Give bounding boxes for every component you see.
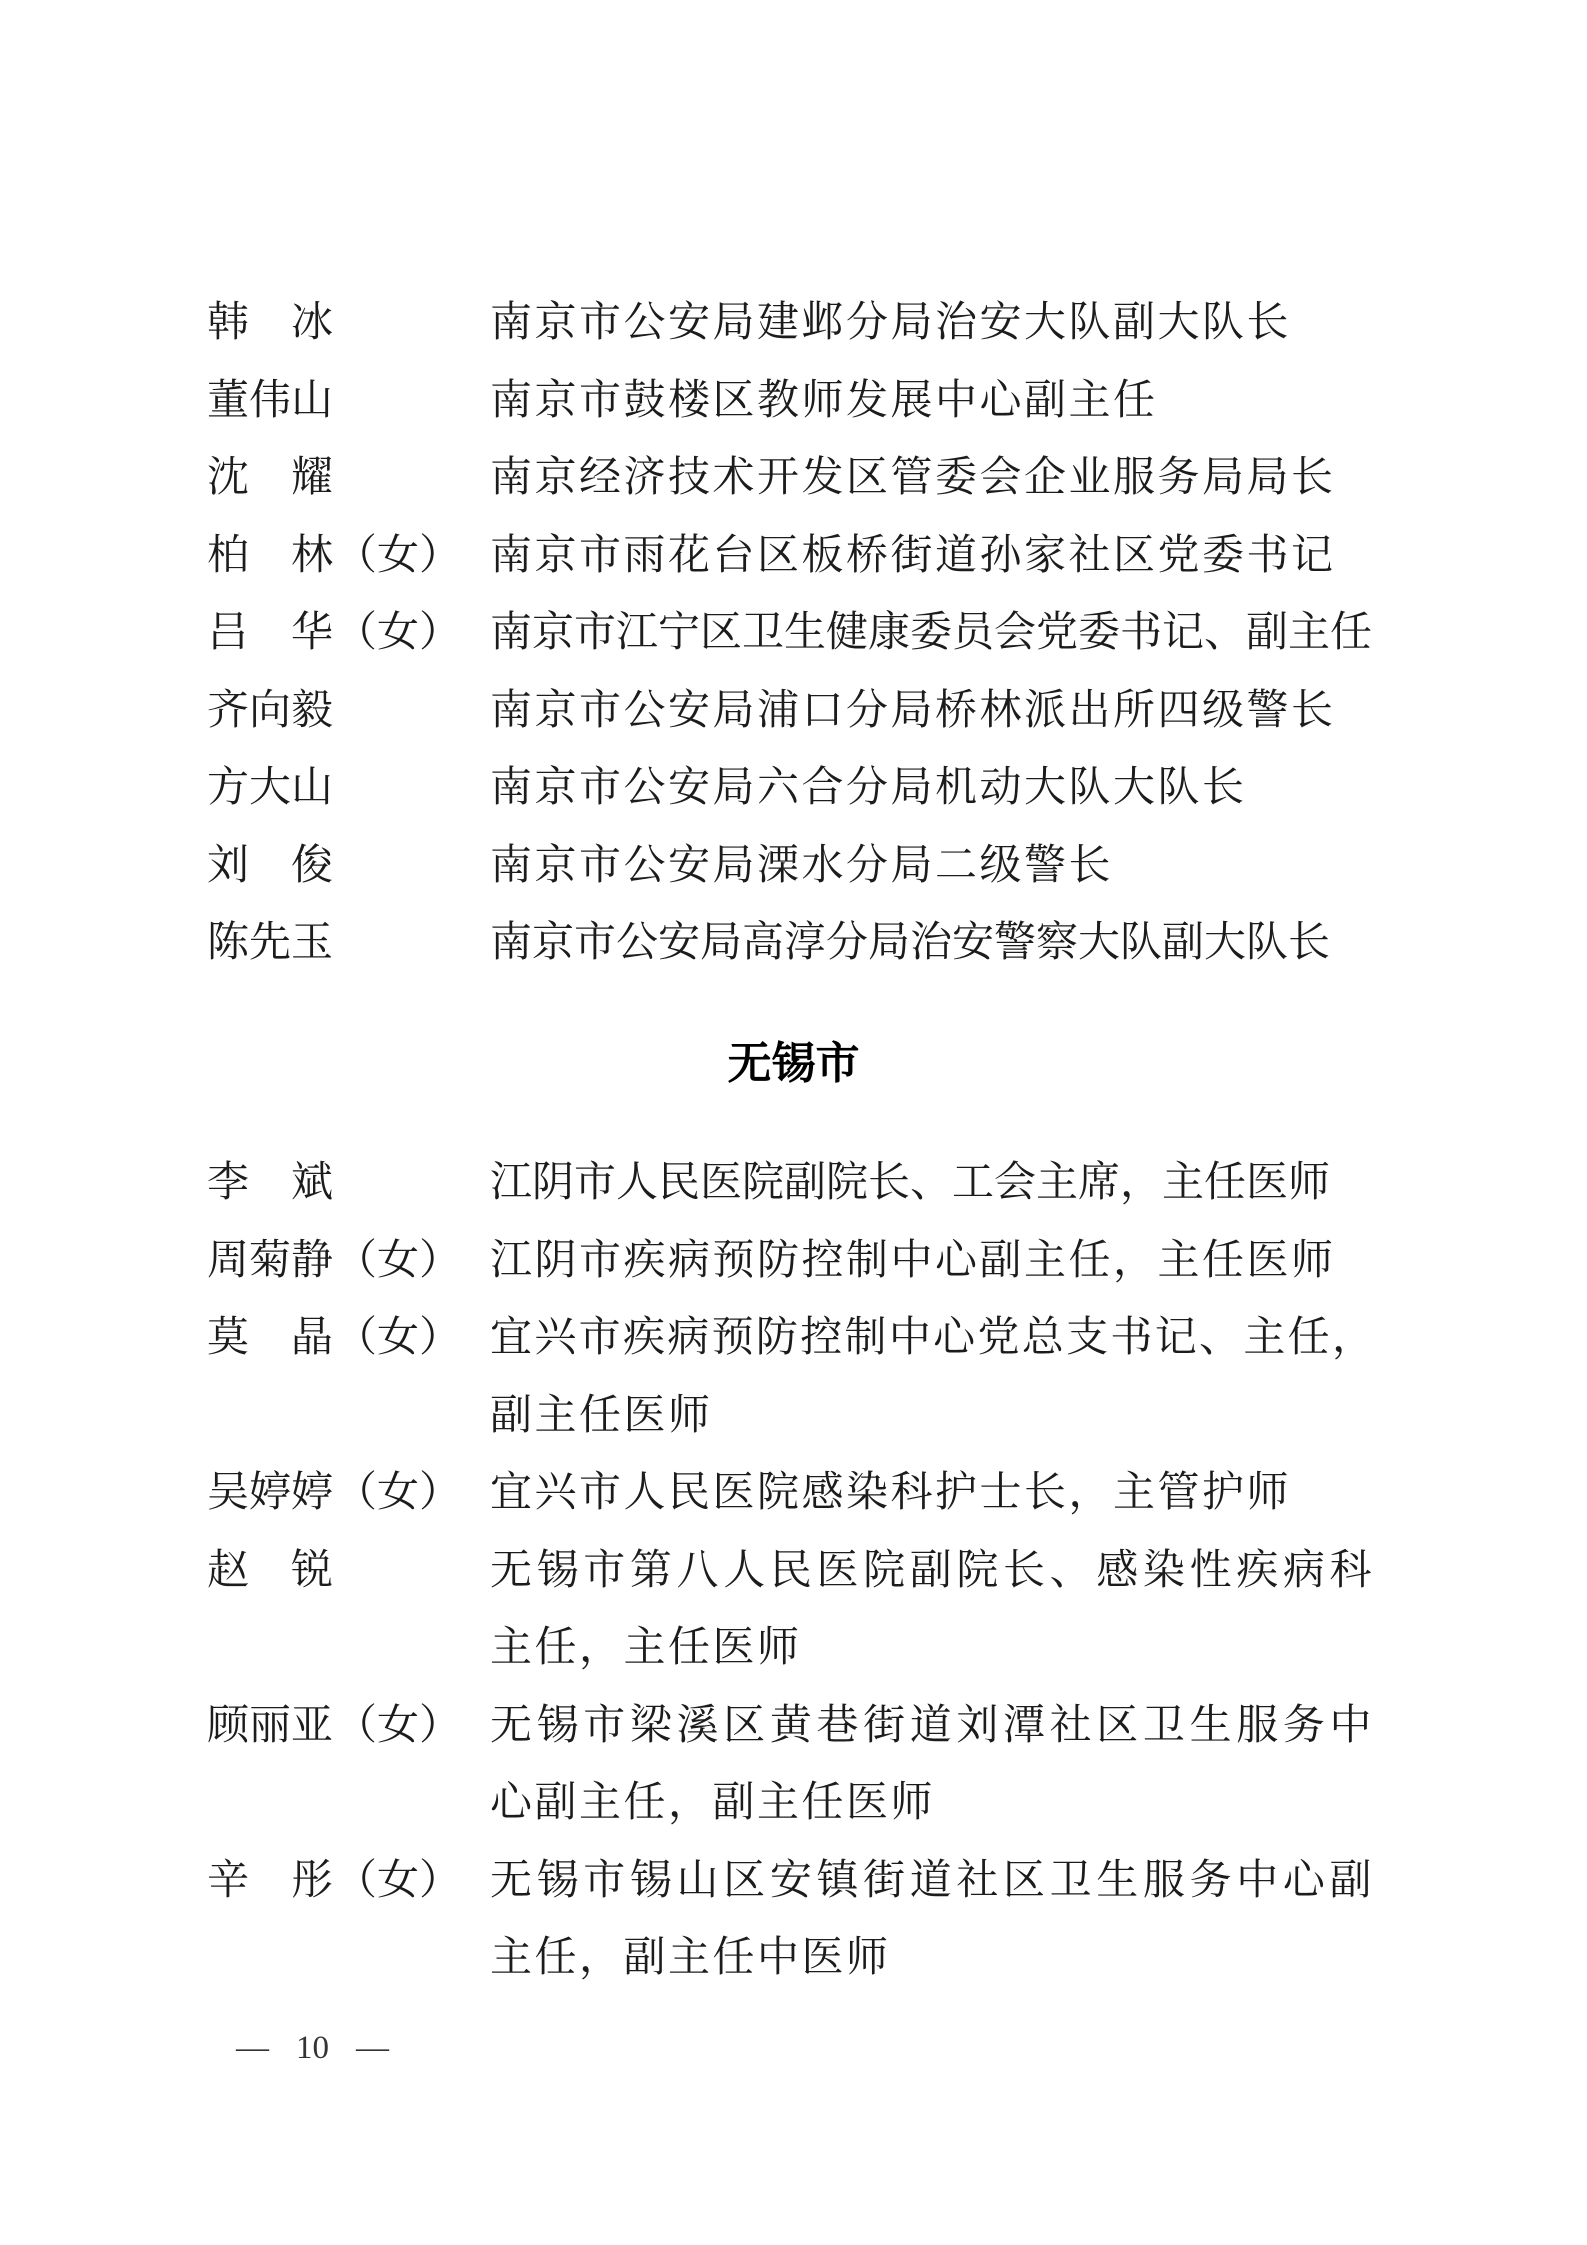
person-name-cell [207, 828, 490, 906]
person-row [207, 1455, 1587, 1533]
person-name-cell [207, 1300, 490, 1378]
person-title [490, 1145, 1374, 1223]
person-row [207, 750, 1587, 828]
page-footer [236, 2026, 389, 2070]
gender-marker: （女） [335, 1470, 462, 1516]
person-title [490, 1300, 1374, 1455]
person-name-cell [207, 363, 490, 441]
person-name: 董伟山 [207, 377, 334, 424]
person-title [490, 1843, 1374, 1998]
section-heading: 无锡市 [727, 1038, 860, 1088]
person-row [207, 828, 1587, 906]
page-number: 10 [296, 2030, 329, 2066]
person-title [490, 595, 1374, 673]
person-name: 吴婷婷 [207, 1470, 334, 1516]
person-title [490, 363, 1374, 441]
person-title [490, 828, 1374, 906]
gender-marker: （女） [335, 1857, 462, 1904]
person-name: 顾丽亚 [207, 1702, 334, 1749]
person-name-cell [207, 1688, 490, 1766]
person-name: 刘 俊 [207, 842, 334, 889]
title-line: 南京市鼓楼区教师发展中心副主任 [490, 377, 1158, 424]
person-name: 韩 冰 [207, 300, 334, 346]
person-name-cell [207, 673, 490, 751]
title-line: 宜兴市疾病预防控制中心党总支书记、主任， [490, 1315, 1374, 1361]
person-name: 周菊静 [207, 1237, 334, 1284]
title-line: 心副主任，副主任医师 [490, 1780, 936, 1826]
person-name: 辛 彤 [207, 1857, 334, 1904]
title-line: 南京市雨花台区板桥街道孙家社区党委书记 [490, 532, 1336, 579]
person-title [490, 1533, 1374, 1688]
person-row [207, 595, 1587, 673]
gender-marker: （女） [335, 1237, 462, 1284]
person-title [490, 750, 1374, 828]
person-title [490, 518, 1374, 596]
title-line: 南京市江宁区卫生健康委员会党委书记、副主任 [490, 610, 1373, 656]
person-title [490, 905, 1374, 983]
title-line: 南京市公安局建邺分局治安大队副大队长 [490, 300, 1292, 346]
person-name-cell [207, 1223, 490, 1301]
title-line: 南京市公安局六合分局机动大队大队长 [490, 765, 1247, 811]
person-name: 赵 锐 [207, 1547, 334, 1594]
title-line: 无锡市第八人民医院副院长、感染性疾病科 [490, 1547, 1374, 1594]
person-name: 方大山 [207, 765, 334, 811]
person-name-cell [207, 595, 490, 673]
person-name: 齐向毅 [207, 687, 334, 734]
title-line: 无锡市梁溪区黄巷街道刘潭社区卫生服务中 [490, 1702, 1374, 1749]
footer-dash-left: — [236, 2030, 269, 2066]
person-title [490, 440, 1374, 518]
person-title [490, 1223, 1374, 1301]
title-line: 南京市公安局浦口分局桥林派出所四级警长 [490, 687, 1336, 734]
person-row [207, 518, 1587, 596]
title-line: 副主任医师 [490, 1392, 713, 1439]
person-title [490, 285, 1374, 363]
title-line: 主任，主任医师 [490, 1625, 802, 1671]
person-title [490, 673, 1374, 751]
person-row [207, 1300, 1587, 1455]
person-name: 李 斌 [207, 1160, 334, 1206]
person-name-cell [207, 1533, 490, 1611]
person-name-cell [207, 1145, 490, 1223]
gender-marker: （女） [335, 532, 462, 579]
person-row [207, 440, 1587, 518]
title-line: 宜兴市人民医院感染科护士长，主管护师 [490, 1470, 1292, 1516]
person-row [207, 1843, 1587, 1998]
person-row [207, 285, 1587, 363]
person-name-cell [207, 1843, 490, 1921]
person-row [207, 905, 1587, 983]
person-name: 莫 晶 [207, 1315, 334, 1361]
title-line: 主任，副主任中医师 [490, 1935, 891, 1981]
person-name: 吕 华 [207, 610, 334, 656]
gender-marker: （女） [335, 1315, 462, 1361]
person-row [207, 1145, 1587, 1223]
person-row [207, 363, 1587, 441]
person-name: 沈 耀 [207, 455, 334, 501]
gender-marker: （女） [335, 610, 462, 656]
person-name-cell [207, 1455, 490, 1533]
title-line: 南京市公安局高淳分局治安警察大队副大队长 [490, 920, 1331, 966]
person-name-cell [207, 750, 490, 828]
title-line: 无锡市锡山区安镇街道社区卫生服务中心副 [490, 1857, 1374, 1904]
gender-marker: （女） [335, 1702, 462, 1749]
person-title [490, 1688, 1374, 1843]
person-name: 柏 林 [207, 532, 334, 579]
person-row [207, 1223, 1587, 1301]
footer-dash-right: — [356, 2030, 389, 2066]
person-name-cell [207, 905, 490, 983]
title-line: 南京经济技术开发区管委会企业服务局局长 [490, 455, 1336, 501]
person-title [490, 1455, 1374, 1533]
title-line: 江阴市人民医院副院长、工会主席，主任医师 [490, 1160, 1331, 1206]
person-name-cell [207, 285, 490, 363]
person-name: 陈先玉 [207, 920, 334, 966]
person-name-cell [207, 440, 490, 518]
title-line: 南京市公安局溧水分局二级警长 [490, 842, 1114, 889]
person-name-cell [207, 518, 490, 596]
title-line: 江阴市疾病预防控制中心副主任，主任医师 [490, 1237, 1336, 1284]
person-row [207, 673, 1587, 751]
person-row [207, 1688, 1587, 1843]
person-row [207, 1533, 1587, 1688]
